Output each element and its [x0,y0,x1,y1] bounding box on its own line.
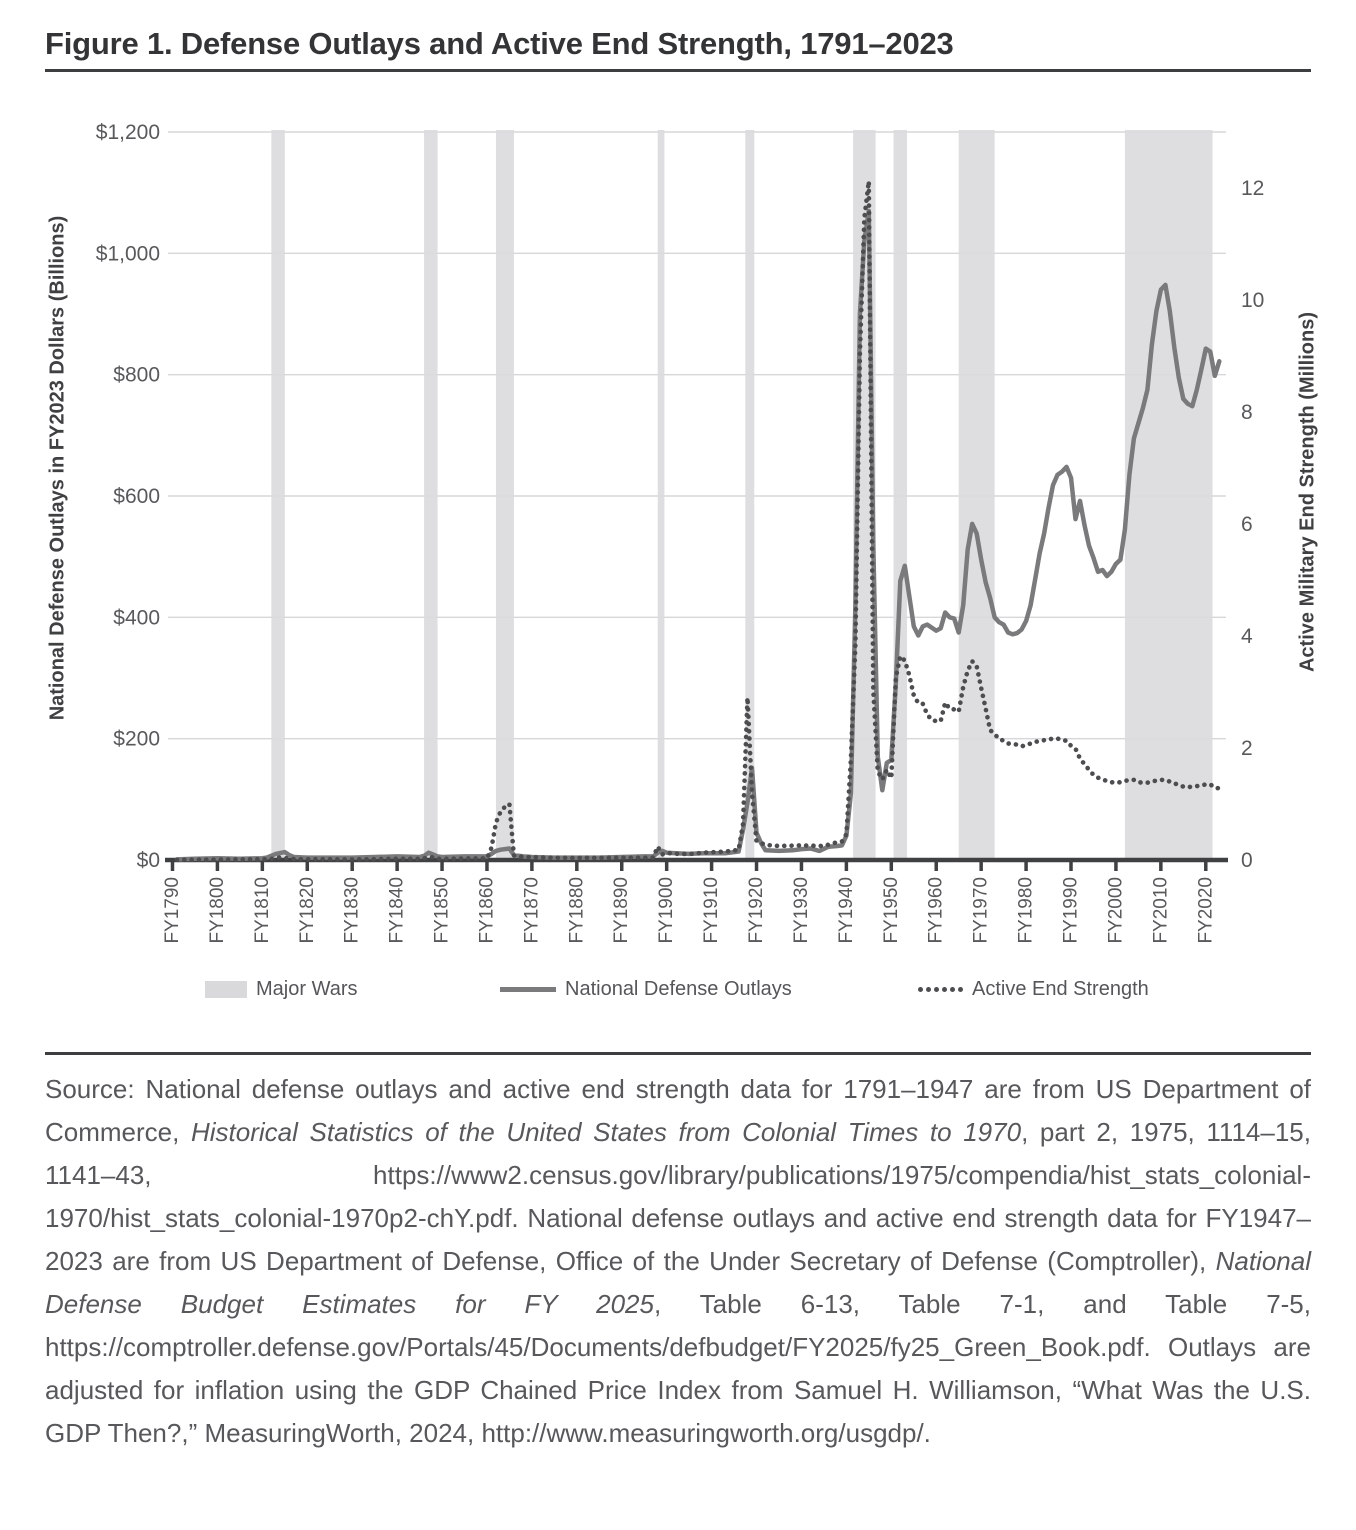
left-axis-tick-label: $1,000 [95,242,160,266]
x-axis-tick-label: FY1800 [206,877,228,944]
right-axis-tick-label: 8 [1241,401,1253,424]
legend-item-end-strength [918,972,1149,1006]
page-title: Figure 1. Defense Outlays and Active End Strength, 1791–2023 [45,26,954,61]
x-axis-tick-label: FY1820 [296,877,318,944]
source-segment: , Table 6-13, Table 7-1, and Table 7-5, https://comptroller.defense.gov/Portals/45/Documents/defbudget/FY2025/fy25_Green_Book.pdf. Outlays are adjusted for inflation using the GDP Chained Price Index from Samuel H. Williamson, “What Was the U.S. GDP Then?,” MeasuringWorth, 2024, http://www.measuringworth.org/usgdp/. [45,1289,1311,1448]
x-axis-tick-label: FY1900 [656,877,678,944]
war-band [271,130,284,858]
left-axis-tick-label: $200 [113,727,160,751]
end-strength-dots-swatch [918,987,963,992]
war-band [745,130,754,858]
left-axis-tick-label: $0 [136,849,160,872]
x-axis-tick-label: FY1940 [835,877,857,944]
major-wars-swatch [205,981,247,998]
legend-label-major-wars: Major Wars [256,977,358,1000]
x-axis-tick-label: FY2000 [1105,877,1127,944]
right-axis-tick-label: 6 [1241,513,1253,536]
x-axis-tick-label: FY1860 [476,877,498,944]
x-axis-tick-label: FY1790 [161,877,183,944]
end-strength-line [177,181,1219,860]
war-band [424,130,437,858]
source-segment: , part 2, 1975, 1114–15, 1141–43, https://www2.census.gov/library/publications/1975/compendia/hist_stats_colonial-1970/hist_stats_colonial-1970p2-chY.pdf. National defense outlays and active end strength data for FY1947–2023 are from US Department of Defense, Office of the Under Secretary of Defense (Comptroller), [45,1117,1311,1276]
left-axis-tick-label: $600 [113,485,160,508]
x-axis-tick-label: FY1810 [251,877,273,944]
left-axis-title: National Defense Outlays in FY2023 Dollars (Billions) [46,215,69,721]
war-band [1125,130,1213,858]
war-band [894,130,907,858]
right-axis-tick-label: 10 [1241,289,1265,312]
x-axis-tick-label: FY1830 [341,877,363,944]
chart-legend [0,972,1356,1006]
right-axis-tick-label: 2 [1241,737,1253,760]
x-axis-tick-label: FY1960 [925,877,947,944]
x-axis-tick-label: FY1850 [431,877,453,944]
source-note [45,1068,1311,1455]
right-axis-tick-label: 4 [1241,625,1253,648]
legend-item-major-wars [205,972,357,1006]
x-axis-tick-label: FY2020 [1195,877,1217,944]
x-axis-tick-label: FY1890 [611,877,633,944]
x-axis-tick-label: FY1910 [701,877,723,944]
x-axis-tick-label: FY1990 [1060,877,1082,944]
war-band [959,130,995,858]
x-axis-tick-label: FY1980 [1015,877,1037,944]
source-italic-segment: National Defense Budget Estimates for FY 2025 [45,1246,1311,1319]
war-band [658,130,665,858]
x-axis-tick-label: FY1870 [521,877,543,944]
x-axis-tick-label: FY1930 [790,877,812,944]
war-band [496,130,514,858]
legend-label-end-strength: Active End Strength [972,977,1149,1000]
right-axis-title: Active Military End Strength (Millions) [1296,311,1319,673]
x-axis-tick-label: FY1840 [386,877,408,944]
right-axis-tick-label: 12 [1241,177,1265,200]
outlays-line-swatch [500,987,556,992]
source-italic-segment: Historical Statistics of the United States from Colonial Times to 1970 [191,1117,1022,1147]
legend-label-outlays: National Defense Outlays [565,977,792,1000]
source-divider [45,1052,1311,1055]
x-axis-tick-label: FY1920 [746,877,768,944]
source-segment: Source: National defense outlays and active end strength data for 1791–1947 are from US Department of Commerce, [45,1074,1311,1147]
x-axis-tick-label: FY2010 [1150,877,1172,944]
legend-item-outlays [500,972,792,1006]
right-axis-tick-label: 0 [1241,849,1253,872]
x-axis-tick-label: FY1880 [566,877,588,944]
left-axis-tick-label: $400 [113,606,160,630]
x-axis-tick-label: FY1970 [970,877,992,944]
left-axis-tick-label: $800 [113,363,160,387]
outlays-line [177,211,1219,860]
x-axis-tick-label: FY1950 [880,877,902,944]
left-axis-tick-label: $1,200 [95,121,160,144]
